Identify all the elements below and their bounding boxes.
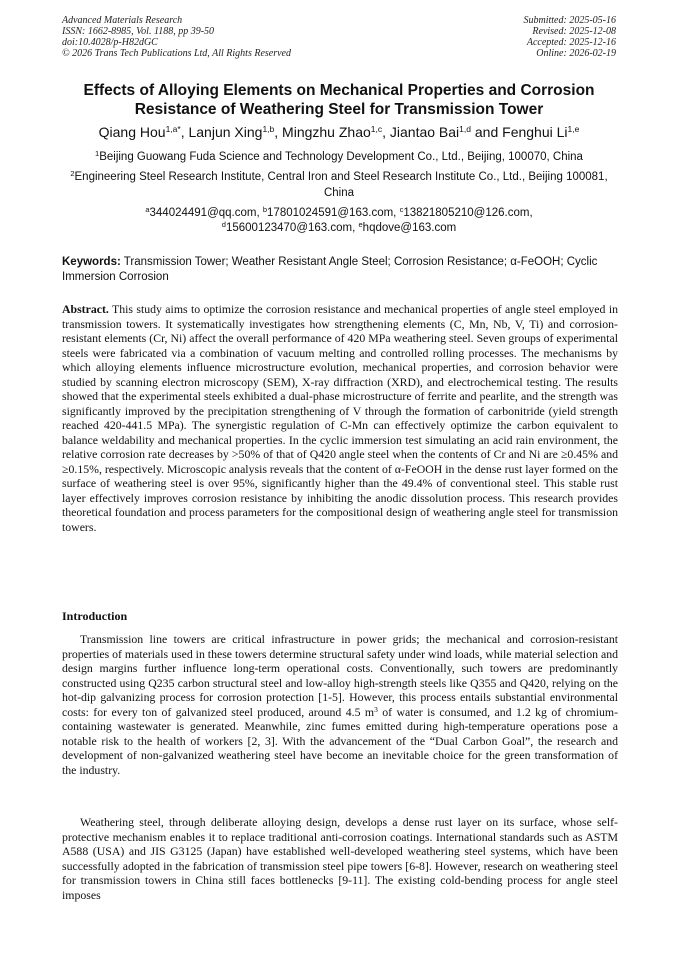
email-link[interactable]: 17801024591@163.com,	[267, 207, 400, 219]
author-separator: ,	[180, 124, 189, 140]
author-name: Qiang Hou	[98, 124, 166, 140]
introduction-paragraph-1	[62, 632, 618, 777]
keywords-text: Transmission Tower; Weather Resistant Angle Steel; Corrosion Resistance; α-FeOOH; Cyclic Immersion Corrosion	[62, 256, 598, 283]
journal-issn: ISSN: 1662-8985, Vol. 1188, pp 39-50	[62, 26, 215, 37]
affiliation-2	[60, 169, 618, 201]
affiliation-text: Beijing Guowang Fuda Science and Technology Development Co., Ltd., Beijing, 100070, China	[99, 151, 583, 163]
email-sup: c	[399, 205, 404, 214]
author-affil-sup: 1,c	[370, 124, 383, 134]
author-name: Jiantao Bai	[389, 124, 460, 140]
author-list	[30, 123, 648, 141]
date-revised: Revised: 2025-12-08	[532, 26, 616, 37]
author-affil-sup: 1,d	[459, 124, 471, 134]
date-submitted: Submitted: 2025-05-16	[523, 15, 616, 26]
author-name: Lanjun Xing	[188, 124, 263, 140]
abstract-text: This study aims to optimize the corrosion resistance and mechanical properties of angle steel employed in transmission towers. It systematically investigates how strengthening elements (C, Mn, Nb, V, Ti) and corrosion-resistant elements (Cr, Ni) affect the overall performance of 420 MPa weathering steel. Seven groups of experimental steels were fabricated via a combination of vacuum melting and controlled rolling processes. The mechanisms by which alloying elements influence microstructure evolution, mechanical properties, and corrosion behavior were studied by scanning electron microscopy (SEM), X-ray diffraction (XRD), and electrochemical testing. The results showed that the experimental steels exhibited a dual-phase microstructure of ferrite and pearlite, and the strength was significantly improved by the precipitation strengthening of V through the formation of carbonitride (yield strength reached 420-441.5 MPa). The synergistic regulation of C-Mn can effectively optimize the carbon equivalent to balance weldability and mechanical properties. In the cyclic immersion test simulating an acid rain environment, the relative corrosion rate decreases by >50% of that of Q420 angle steel when the contents of Cr and Ni are ≥0.45% and ≥0.15%, respectively. Microscopic analysis reveals that the content of α-FeOOH in the dense rust layer formed on the surface of weathering steel is over 95%, significantly higher than the 49.4% of conventional steel. This stable rust layer effectively improves corrosion resistance by inhibiting the anodic dissolution process. This research provides theoretical foundation and process parameters for the compositional design of weathering angle steel for transmission towers.	[62, 302, 618, 534]
author-name: Fenghui Li	[502, 124, 568, 140]
email-link[interactable]: 15600123470@163.com,	[225, 222, 359, 234]
introduction-heading: Introduction	[62, 609, 128, 623]
journal-name: Advanced Materials Research	[62, 15, 183, 26]
publication-dates	[524, 15, 617, 59]
date-accepted: Accepted: 2025-12-16	[526, 37, 616, 48]
journal-copyright: © 2026 Trans Tech Publications Ltd, All Rights Reserved	[62, 48, 291, 59]
author-name: Mingzhu Zhao	[282, 124, 371, 140]
author-emails	[60, 206, 618, 236]
email-link[interactable]: 13821805210@126.com,	[403, 207, 533, 219]
title-line-2: Resistance of Weathering Steel for Transmission Tower	[134, 101, 544, 118]
email-sup: a	[145, 205, 150, 214]
journal-info	[62, 15, 291, 59]
email-sup: e	[358, 220, 363, 229]
abstract	[62, 302, 618, 534]
title-line-1: Effects of Alloying Elements on Mechanical Properties and Corrosion	[83, 82, 595, 99]
affiliation-text: Engineering Steel Research Institute, Central Iron and Steel Research Institute Co., Ltd., Beijing 100081, China	[74, 171, 608, 199]
paragraph-text: Transmission line towers are critical infrastructure in power grids; the mechanical and corrosion-resistant properties of materials used in these towers determine structural safety under wind loads, while material selection and design margins further influence long-term operational costs. Conventionally, such towers are predominantly constructed using Q235 carbon structural steel and low-alloy high-strength steels like Q355 and Q420, relying on the hot-dip galvanizing process for corrosion protection [1-5]. However, this process entails substantial environmental costs: for every ton of galvanized steel produced, around 4.5 m	[62, 632, 618, 719]
affiliation-number: 2	[70, 169, 75, 178]
author-separator: and	[471, 124, 503, 140]
paragraph-text: of water is consumed, and 1.2 kg of chromium-containing wastewater is generated. Meanwhile, zinc fumes emitted during high-temperature operations pose a notable risk to the health of workers [2, 3]. With the advancement of the “Dual Carbon Goal”, the research and development of non-galvanized weathering steel have become an inevitable choice for the green transformation of the industry.	[62, 704, 618, 777]
email-line-2	[60, 221, 618, 236]
date-online: Online: 2026-02-19	[536, 48, 616, 59]
email-sup: b	[262, 205, 268, 214]
email-sup: d	[221, 220, 226, 229]
author-affil-sup: 1,e	[567, 124, 580, 134]
keywords-label: Keywords:	[62, 256, 121, 268]
author-affil-sup: 1,b	[262, 124, 275, 134]
keywords	[62, 255, 618, 285]
affiliation-1	[60, 149, 618, 165]
affiliation-number: 1	[95, 149, 100, 158]
author-separator: ,	[382, 124, 390, 140]
email-link[interactable]: hqdove@163.com	[362, 222, 457, 234]
introduction-paragraph-2: Weathering steel, through deliberate alloying design, develops a dense rust layer on its surface, whose self-protective mechanism enables it to replace traditional anti-corrosion coatings. International standards such as ASTM A588 (USA) and JIS G3125 (Japan) have established well-developed weathering steel systems, which have been successfully adopted in the fabrication of transmission steel pipe towers [6-8]. However, research on weathering steel for transmission towers in China still faces bottlenecks [9-11]. The existing cold-bending process for angle steel imposes	[62, 815, 618, 902]
paper-title	[40, 81, 638, 119]
email-line-1	[60, 206, 618, 221]
superscript: 3	[374, 704, 378, 714]
journal-doi: doi:10.4028/p-H82dGC	[62, 37, 158, 48]
email-link[interactable]: 344024491@qq.com,	[149, 207, 263, 219]
author-separator: ,	[274, 124, 283, 140]
abstract-label: Abstract.	[62, 302, 109, 316]
author-affil-sup: 1,a*	[165, 124, 181, 134]
